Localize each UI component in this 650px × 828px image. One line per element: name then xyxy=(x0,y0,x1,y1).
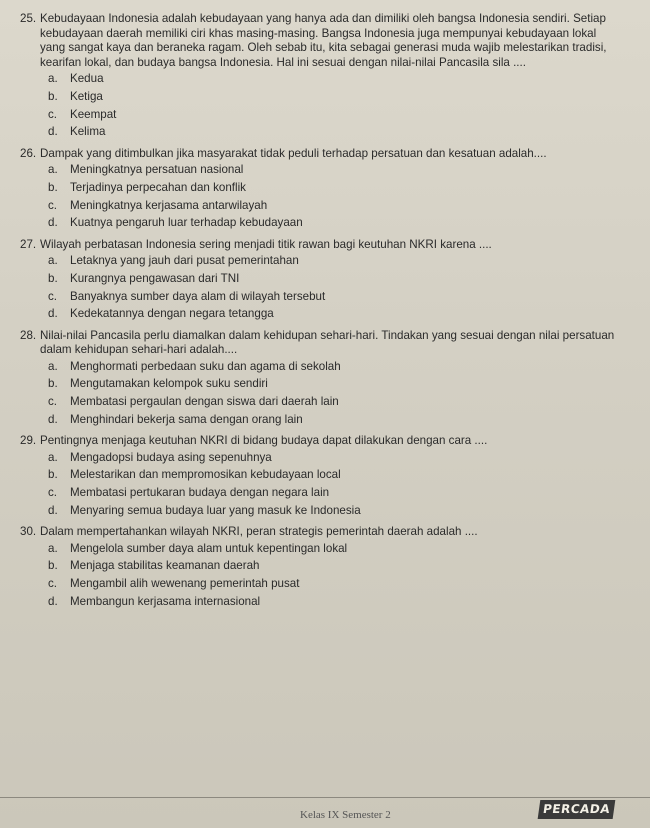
answer-option[interactable] xyxy=(48,504,624,519)
answer-option[interactable] xyxy=(48,90,624,105)
question-header xyxy=(20,434,624,449)
question-header xyxy=(20,329,624,358)
option-letter: b. xyxy=(48,271,58,285)
answer-option[interactable] xyxy=(48,468,624,483)
question-block xyxy=(20,525,624,609)
answer-option[interactable] xyxy=(48,360,624,375)
option-text: Terjadinya perpecahan dan konflik xyxy=(70,180,246,194)
option-text: Kedekatannya dengan negara tetangga xyxy=(70,307,274,321)
question-text: Wilayah perbatasan Indonesia sering menjadi titik rawan bagi keutuhan NKRI karena .... xyxy=(40,237,492,251)
option-letter: d. xyxy=(48,125,58,139)
question-header xyxy=(20,12,624,70)
answer-option[interactable] xyxy=(48,125,624,140)
option-letter: a. xyxy=(48,541,58,555)
option-text: Kelima xyxy=(70,125,106,139)
question-header xyxy=(20,238,624,253)
option-letter: b. xyxy=(48,377,58,391)
option-letter: b. xyxy=(48,89,58,103)
option-text: Meningkatnya persatuan nasional xyxy=(70,163,244,177)
answer-options xyxy=(40,451,624,518)
answer-option[interactable] xyxy=(48,163,624,178)
option-letter: c. xyxy=(48,198,58,212)
question-block xyxy=(20,238,624,322)
answer-options xyxy=(40,254,624,321)
option-letter: d. xyxy=(48,594,58,608)
option-text: Mengadopsi budaya asing sepenuhnya xyxy=(70,450,272,464)
answer-option[interactable] xyxy=(48,307,624,322)
option-letter: b. xyxy=(48,559,58,573)
option-letter: c. xyxy=(48,107,58,121)
answer-option[interactable] xyxy=(48,290,624,305)
option-text: Membatasi pertukaran budaya dengan negara lain xyxy=(70,486,330,500)
option-letter: b. xyxy=(48,180,58,194)
question-number: 30. xyxy=(20,525,37,539)
question-list xyxy=(20,12,624,609)
question-number: 28. xyxy=(20,328,37,342)
option-text: Menghindari bekerja sama dengan orang lain xyxy=(70,412,303,426)
option-letter: d. xyxy=(48,412,58,426)
option-letter: a. xyxy=(48,254,58,268)
question-text: Pentingnya menjaga keutuhan NKRI di bidang budaya dapat dilakukan dengan cara .... xyxy=(40,434,488,448)
answer-option[interactable] xyxy=(48,542,624,557)
option-text: Membatasi pergaulan dengan siswa dari daerah lain xyxy=(70,395,339,409)
answer-option[interactable] xyxy=(48,559,624,574)
question-header xyxy=(20,147,624,162)
question-header xyxy=(20,525,624,540)
option-letter: a. xyxy=(48,163,58,177)
question-number: 27. xyxy=(20,237,37,251)
question-number: 26. xyxy=(20,146,37,160)
option-text: Menghormati perbedaan suku dan agama di sekolah xyxy=(70,359,341,373)
option-letter: d. xyxy=(48,307,58,321)
answer-option[interactable] xyxy=(48,72,624,87)
option-letter: b. xyxy=(48,468,58,482)
question-number: 25. xyxy=(20,12,37,25)
answer-option[interactable] xyxy=(48,216,624,231)
question-number: 29. xyxy=(20,434,37,448)
answer-option[interactable] xyxy=(48,272,624,287)
brand-logo: PERCADA xyxy=(538,800,616,819)
question-text: Dalam mempertahankan wilayah NKRI, peran strategis pemerintah daerah adalah .... xyxy=(40,525,478,539)
option-text: Meningkatnya kerjasama antarwilayah xyxy=(70,198,268,212)
question-block xyxy=(20,434,624,518)
answer-option[interactable] xyxy=(48,413,624,428)
option-letter: d. xyxy=(48,216,58,230)
answer-options xyxy=(40,542,624,609)
answer-option[interactable] xyxy=(48,577,624,592)
option-text: Banyaknya sumber daya alam di wilayah tersebut xyxy=(70,289,326,303)
option-text: Mengambil alih wewenang pemerintah pusat xyxy=(70,577,300,590)
option-letter: c. xyxy=(48,577,58,590)
question-text: Nilai-nilai Pancasila perlu diamalkan dalam kehidupan sehari-hari. Tindakan yang sesuai dengan nilai persatuan dalam kehidupan sehari-hari adalah.... xyxy=(40,328,615,357)
option-text: Mengutamakan kelompok suku sendiri xyxy=(70,377,268,391)
option-text: Ketiga xyxy=(70,89,103,103)
option-text: Kuatnya pengaruh luar terhadap kebudayaan xyxy=(70,216,303,230)
option-letter: d. xyxy=(48,503,58,517)
answer-option[interactable] xyxy=(48,486,624,501)
answer-option[interactable] xyxy=(48,395,624,410)
answer-option[interactable] xyxy=(48,451,624,466)
answer-option[interactable] xyxy=(48,595,624,610)
answer-option[interactable] xyxy=(48,254,624,269)
answer-option[interactable] xyxy=(48,108,624,123)
option-text: Kedua xyxy=(70,72,104,86)
answer-options xyxy=(40,72,624,139)
option-letter: c. xyxy=(48,486,58,500)
option-text: Mengelola sumber daya alam untuk kepentingan lokal xyxy=(70,541,348,555)
answer-option[interactable] xyxy=(48,377,624,392)
option-letter: a. xyxy=(48,450,58,464)
option-letter: c. xyxy=(48,289,58,303)
answer-option[interactable] xyxy=(48,199,624,214)
page-footer xyxy=(0,797,650,828)
option-text: Melestarikan dan mempromosikan kebudayaan local xyxy=(70,468,341,482)
option-text: Letaknya yang jauh dari pusat pemerintahan xyxy=(70,254,299,268)
footer-label: Kelas IX Semester 2 xyxy=(300,809,391,821)
answer-options xyxy=(40,360,624,427)
answer-options xyxy=(40,163,624,230)
question-text: Dampak yang ditimbulkan jika masyarakat tidak peduli terhadap persatuan dan kesatuan adalah.... xyxy=(40,146,547,160)
option-letter: c. xyxy=(48,395,58,409)
option-letter: a. xyxy=(48,359,58,373)
answer-option[interactable] xyxy=(48,181,624,196)
option-text: Menyaring semua budaya luar yang masuk ke Indonesia xyxy=(70,503,361,517)
option-letter: a. xyxy=(48,72,58,86)
option-text: Keempat xyxy=(70,107,117,121)
option-text: Membangun kerjasama internasional xyxy=(70,594,261,608)
question-block xyxy=(20,147,624,231)
question-text: Kebudayaan Indonesia adalah kebudayaan yang hanya ada dan dimiliki oleh bangsa Indonesia sendiri. Setiap kebudayaan daerah memiliki ciri khas masing-masing. Bangsa Indonesia juga mempunyai kebudayaan lokal yang sangat kaya dan beraneka ragam. Oleh sebab itu, kita sebagai generasi muda wajib melestarikan tradisi, kearifan lokal, dan budaya bangsa Indonesia. Hal ini sesuai dengan nilai-nilai Pancasila sila .... xyxy=(40,12,607,69)
question-block xyxy=(20,329,624,428)
question-block xyxy=(20,12,624,140)
option-text: Kurangnya pengawasan dari TNI xyxy=(70,271,240,285)
option-text: Menjaga stabilitas keamanan daerah xyxy=(70,559,260,573)
